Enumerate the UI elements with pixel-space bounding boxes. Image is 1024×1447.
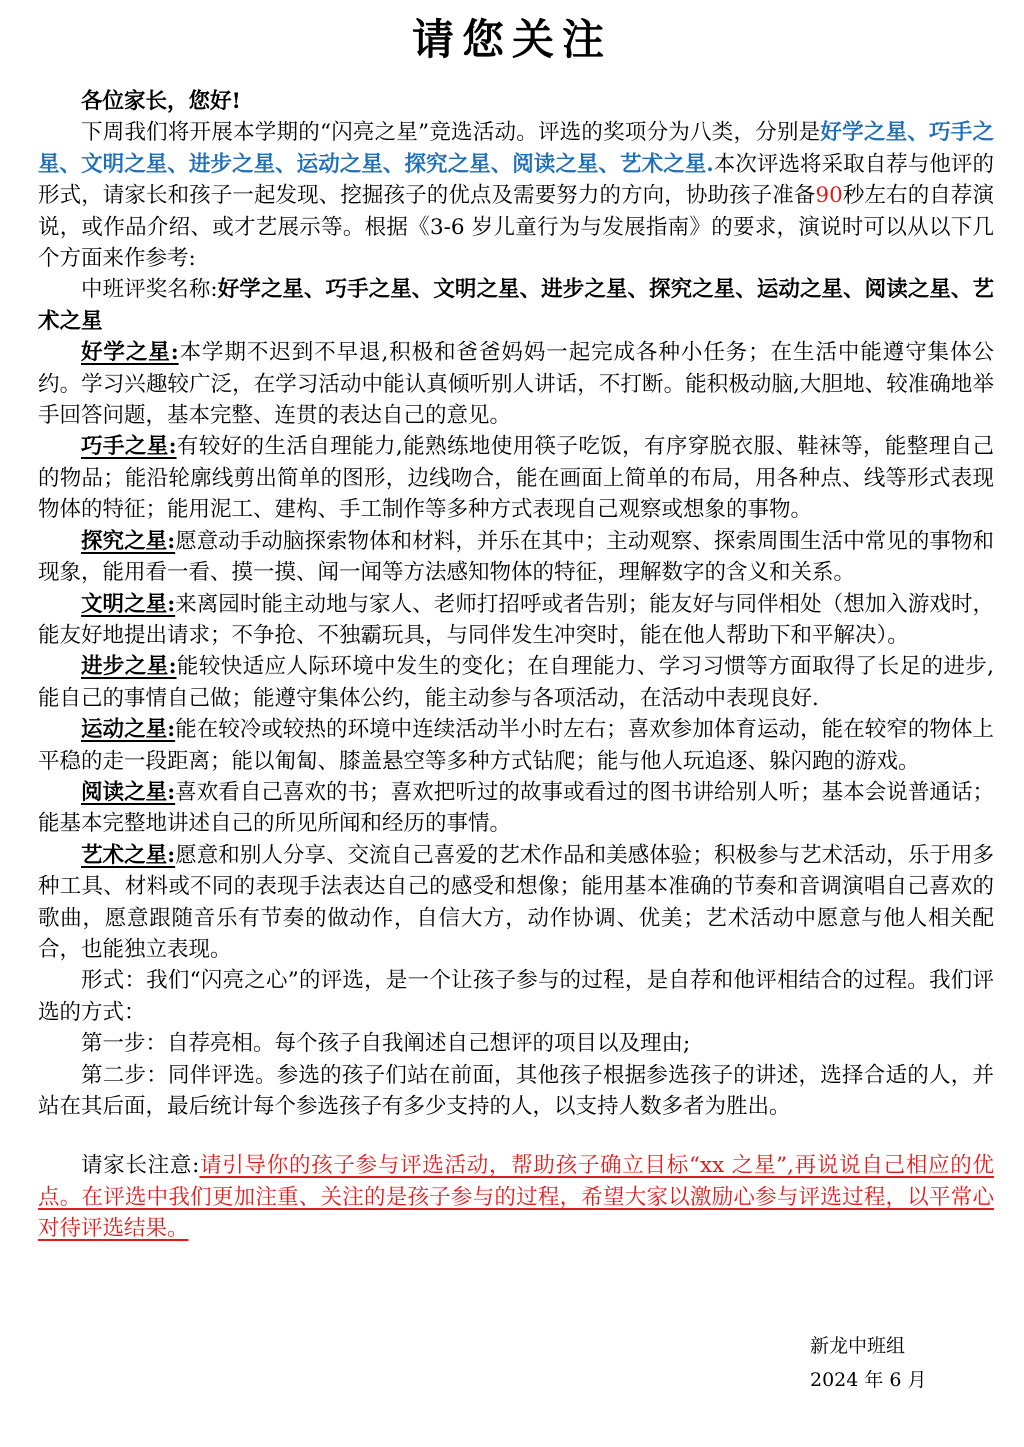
criteria-text: 能在较冷或较热的环境中连续活动半小时左右；喜欢参加体育运动，能在较窄的物体上平稳的走一段距离；能以匍匐、膝盖悬空等多种方式钻爬；能与他人玩追逐、躲闪跑的游戏。 [38,717,994,774]
letter-body [38,86,994,1245]
notice-text: 请引导你的孩子参与评选活动，帮助孩子确立目标“xx 之星”,再说说自己相应的优点。在评选中我们更加注重、关注的是孩子参与的过程，希望大家以激励心参与评选过程，以平常心对待评选结果。 [38,1153,995,1242]
criteria-yishu [38,840,994,966]
criteria-label: 进步之星: [81,654,177,680]
signature-date: 2024 年 6 月 [810,1369,927,1391]
signature-org: 新龙中班组 [810,1335,906,1357]
criteria-text: 愿意动手动脑探索物体和材料，并乐在其中；主动观察、探索周围生活中常见的事物和现象，能用看一看、摸一摸、闻一闻等方法感知物体的特征，理解数字的含义和关系。 [38,528,994,586]
seconds-value: 90 [815,183,843,209]
criteria-qiaoshou [38,431,994,525]
notice-label: 请家长注意: [81,1153,200,1179]
criteria-label: 好学之星: [81,340,179,366]
criteria-wenming [38,589,994,652]
criteria-jinbu [38,651,994,714]
intro-paragraph [38,117,994,274]
award-names-label: 中班评奖名称: [81,277,218,303]
criteria-tanjiu [38,526,994,589]
criteria-label: 运动之星: [81,717,176,743]
parent-notice [38,1150,994,1244]
criteria-text: 有较好的生活自理能力,能熟练地使用筷子吃饭，有序穿脱衣服、鞋袜等，能整理自己的物品；能沿轮廓线剪出简单的图形，边线吻合，能在画面上简单的布局，用各种点、线等形式表现物体的特征；能用泥工、建构、手工制作等多种方式表现自己观察或想象的事物。 [38,434,994,523]
criteria-text: 来离园时能主动地与家人、老师打招呼或者告别；能友好与同伴相处（想加入游戏时，能友好地提出请求；不争抢、不独霸玩具，与同伴发生冲突时，能在他人帮助下和平解决）。 [38,591,994,648]
intro-text-1: 下周我们将开展本学期的“闪亮之星”竞选活动。评选的奖项分为八类，分别是 [81,120,821,146]
award-list-highlight: 好学之星、巧手之星、文明之星、进步之星、运动之星、探究之星、阅读之星、艺术之星. [38,120,994,177]
criteria-label: 阅读之星: [81,779,176,805]
intro-text-3: 秒左右的自荐演说，或作品介绍、或才艺展示等。根据《3-6 岁儿童行为与发展指南》的要求，演说时可以从以下几个方面来作参考: [38,183,994,272]
criteria-haoxue [38,337,994,431]
criteria-text: 本学期不迟到不早退,积极和爸爸妈妈一起完成各种小任务；在生活中能遵守集体公约。学习兴趣较广泛，在学习活动中能认真倾听别人讲话，不打断。能积极动脑,大胆地、较准确地举手回答问题，基本完整、连贯的表达自己的意见。 [38,340,995,429]
criteria-label: 探究之星: [81,528,176,554]
criteria-label: 文明之星: [81,591,176,617]
award-names-paragraph [38,274,994,337]
award-names-list: 好学之星、巧手之星、文明之星、进步之星、探究之星、运动之星、阅读之星、艺术之星 [38,277,994,334]
step-2: 第二步：同伴评选。参选的孩子们站在前面，其他孩子根据参选孩子的讲述，选择合适的人，并站在其后面，最后统计每个参选孩子有多少支持的人，以支持人数多者为胜出。 [38,1062,994,1119]
step-1: 第一步：自荐亮相。每个孩子自我阐述自己想评的项目以及理由; [81,1031,691,1057]
intro-text-2: 本次评选将采取自荐与他评的形式，请家长和孩子一起发现、挖掘孩子的优点及需要努力的方向，协助孩子准备 [38,151,994,209]
spacer [38,1122,994,1150]
criteria-text: 喜欢看自己喜欢的书；喜欢把听过的故事或看过的图书讲给别人听；基本会说普通话；能基本完整地讲述自己的所见所闻和经历的事情。 [38,779,994,837]
signature-block [810,1330,927,1396]
format-paragraph: 形式：我们“闪亮之心”的评选，是一个让孩子参与的过程，是自荐和他评相结合的过程。我们评选的方式： [38,968,994,1025]
criteria-label: 艺术之星: [81,842,176,868]
criteria-label: 巧手之星: [81,434,177,460]
greeting: 各位家长，您好! [81,89,241,114]
criteria-text: 愿意和别人分享、交流自己喜爱的艺术作品和美感体验；积极参与艺术活动，乐于用多种工具、材料或不同的表现手法表达自己的感受和想像；能用基本准确的节奏和音调演唱自己喜欢的歌曲，愿意跟随音乐有节奏的做动作，自信大方，动作协调、优美；艺术活动中愿意与他人相关配合，也能独立表现。 [38,842,994,962]
criteria-yundong [38,714,994,777]
criteria-yuedu [38,777,994,840]
page-title: 请您关注 [411,15,612,64]
criteria-text: 能较快适应人际环境中发生的变化；在自理能力、学习习惯等方面取得了长足的进步,能自己的事情自己做；能遵守集体公约，能主动参与各项活动，在活动中表现良好． [38,654,994,711]
